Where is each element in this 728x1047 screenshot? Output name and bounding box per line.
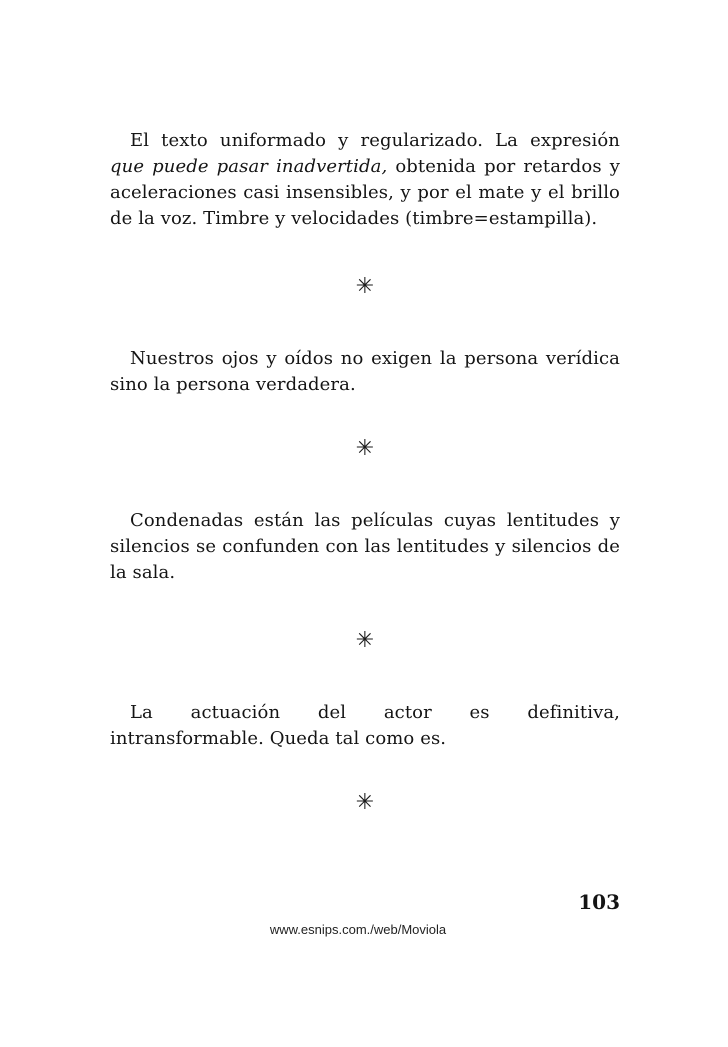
- watermark-url: [0, 922, 728, 937]
- paragraph-1-end: obtenida por retardos y aceleraciones casi insensibles, y por el mate y el brillo de la voz. Timbre y velocidades (timbre=estampilla).: [110, 156, 620, 229]
- paragraph-1: [110, 128, 620, 232]
- asterisk-separator-icon: ✳: [355, 436, 375, 461]
- paragraph-3: Condenadas están las películas cuyas lentitudes y silencios se confunden con las lentitudes y silencios de la sala.: [110, 510, 620, 583]
- paragraph-4: La actuación del actor es definitiva, intransformable. Queda tal como es.: [110, 702, 620, 749]
- asterisk-separator-icon: ✳: [355, 628, 375, 653]
- paragraph-2: Nuestros ojos y oídos no exigen la persona verídica sino la persona verdadera.: [110, 348, 620, 395]
- page-number: 103: [578, 890, 620, 914]
- asterisk-separator-icon: ✳: [355, 274, 375, 299]
- paragraph-1-emphasis: que puede pasar inadvertida,: [110, 156, 388, 177]
- paragraph-1-start: El texto uniformado y regularizado. La expresión: [130, 130, 620, 151]
- page-body: [110, 128, 620, 816]
- asterisk-separator-icon: ✳: [355, 790, 375, 815]
- watermark-text: www.esnips.com./web/Moviola: [269, 922, 447, 937]
